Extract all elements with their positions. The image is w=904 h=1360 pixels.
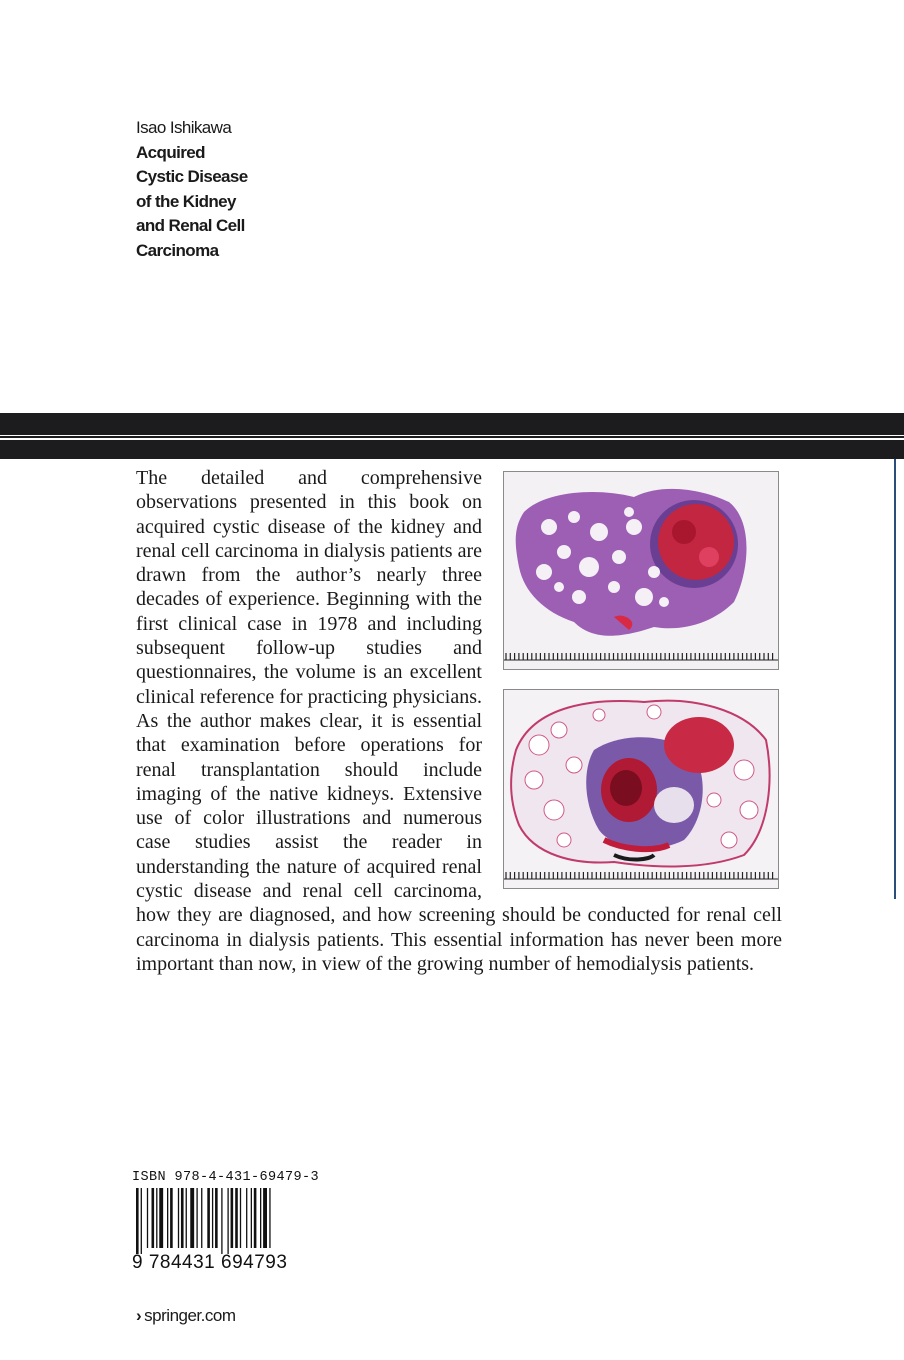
barcode-icon	[136, 1188, 312, 1254]
kidney-section-image	[504, 690, 778, 888]
chevron-right-icon: ›	[136, 1306, 142, 1325]
cover-accent-edge	[894, 459, 896, 899]
book-title-line-1: Acquired	[136, 142, 205, 162]
author-name: Isao Ishikawa	[136, 118, 232, 137]
cover-band-top	[0, 413, 904, 435]
publisher-site: springer.com	[144, 1306, 236, 1325]
histology-figure-top	[503, 471, 779, 670]
cover-band-rule	[0, 436, 904, 438]
kidney-section-image	[504, 472, 778, 669]
book-title-line-2: Cystic Disease	[136, 167, 248, 186]
book-title-line-4: and Renal Cell	[136, 216, 245, 235]
histology-figure-bottom	[503, 689, 779, 889]
cover-band-bottom	[0, 440, 904, 459]
barcode-digits: 9 784431 694793	[132, 1252, 288, 1273]
author-title-block	[136, 116, 316, 263]
isbn-barcode-block	[132, 1170, 332, 1278]
book-title-line-3: of the Kidney	[136, 191, 236, 211]
isbn-label: ISBN 978-4-431-69479-3	[132, 1170, 320, 1185]
blurb-text: The detailed and comprehensive observations presented in this book on acquired cystic disease of the kidney and renal cell carcinoma in dialysis patients are drawn from the author’s nearly three decades of experience. Beginning with the first clinical case in 1978 and including subsequent follow-up studies and questionnaires, the volume is an excellent clinical reference for practicing physicians. As the author makes clear, it is essential that examination before operations for renal transplantation should include imaging of the native kidneys. Extensive use of color illustrations and numerous case studies assist the reader in understanding the nature of acquired renal cystic disease and renal cell carcinoma, how they are diagnosed, and how screening should be conducted for renal cell carcinoma in dialysis patients. This essential information has never been more important than now, in view of the growing number of hemodialysis patients.	[136, 467, 782, 975]
book-title-line-5: Carcinoma	[136, 240, 219, 260]
publisher-link[interactable]	[136, 1306, 236, 1326]
